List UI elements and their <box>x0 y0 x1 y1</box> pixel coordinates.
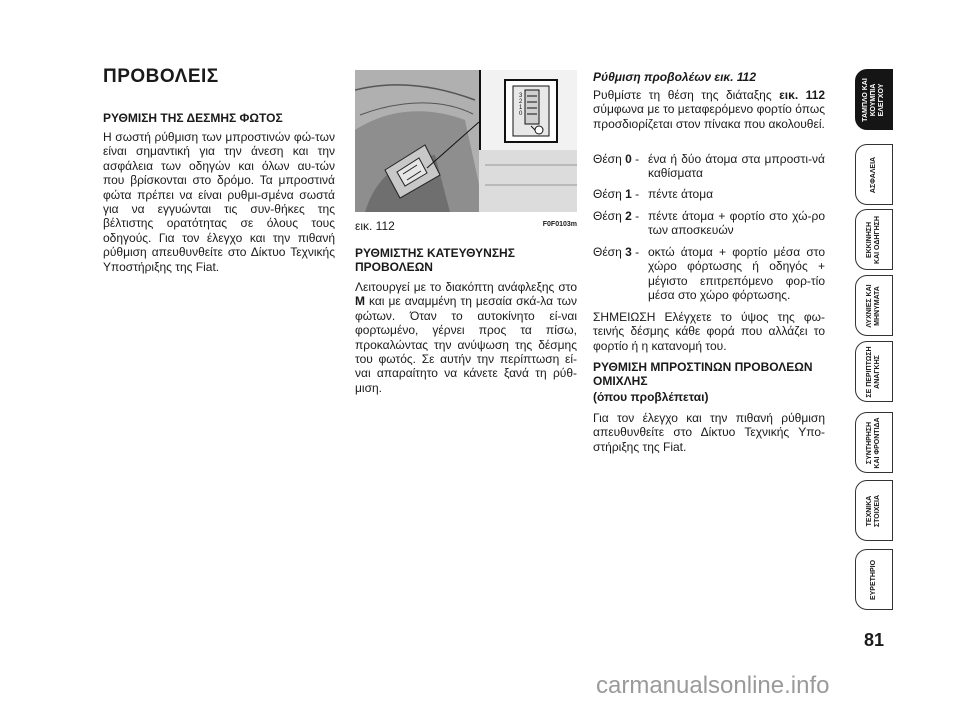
tab-safety[interactable] <box>855 144 893 205</box>
leveling-text-part1: Λειτουργεί με το διακόπτη ανάφλεξης στο <box>355 280 577 294</box>
ignition-position-M: M <box>355 294 365 309</box>
tab-dashboard-controls[interactable] <box>855 69 893 130</box>
page-title: ΠΡΟΒΟΛΕΙΣ <box>103 66 219 87</box>
dial-label-1: 1 <box>519 105 523 111</box>
adjustment-heading: Ρύθμιση προβολέων εικ. 112 <box>593 70 757 84</box>
tab-index[interactable] <box>855 549 893 610</box>
tab-label: ΣΥΝΤΗΡΗΣΗ ΚΑΙ ΦΡΟΝΤΙΔΑ <box>866 416 881 469</box>
dial-label-0: 0 <box>519 111 523 117</box>
dial-label-3: 3 <box>519 93 523 99</box>
beam-adjustment-heading: ΡΥΘΜΙΣΗ ΤΗΣ ΔΕΣΜΗΣ ΦΩΤΟΣ <box>103 111 283 125</box>
leveling-device-heading: ΡΥΘΜΙΣΤΗΣ ΚΑΤΕΥΘΥΝΣΗΣ ΠΡΟΒΟΛΕΩΝ <box>355 246 515 274</box>
position-label: Θέση 1 - <box>593 187 640 201</box>
figure-caption <box>355 219 577 233</box>
tab-label: ΛΥΧΝΙΕΣ ΚΑΙ ΜΗΝΥΜΑΤΑ <box>866 283 881 328</box>
fog-lights-text: Για τον έλεγχο και την πιθανή ρύθμιση απευθυνθείτε στο Δίκτυο Τεχνικής Υπο-στήριξης της Fiat. <box>593 411 825 454</box>
figure-code: F0F0103m <box>542 221 577 228</box>
position-word: Θέση <box>593 245 622 259</box>
dial-label-2: 2 <box>519 99 523 105</box>
load-note: ΣΗΜΕΙΩΣΗ Ελέγχετε το ύψος της φω-τεινής δέσμης κάθε φορά που αλλάζει το φορτίο ή η κατανομή του. <box>593 310 825 353</box>
tab-warning-lights[interactable] <box>855 275 893 336</box>
position-word: Θέση <box>593 187 622 201</box>
position-number: 1 <box>625 187 632 201</box>
position-description: οκτώ άτομα + φορτίο μέσα στο χώρο φόρτωσης ή οδηγός + μέγιστο επιτρεπόμενο φορ-τίο μέσα στο χώρο φόρτωσης. <box>648 245 825 303</box>
position-number: 0 <box>625 152 632 166</box>
figure-headlight-adjuster <box>355 70 577 212</box>
tab-label: ΑΣΦΑΛΕΙΑ <box>870 156 877 193</box>
watermark: carmanualsonline.info <box>596 672 830 699</box>
position-label: Θέση 0 - <box>593 152 640 166</box>
position-description: πέντε άτομα <box>648 187 714 201</box>
intro-figure-ref: εικ. 112 <box>779 88 825 102</box>
tab-emergency[interactable] <box>855 341 893 402</box>
tab-technical-data[interactable] <box>855 480 893 541</box>
dashboard-illustration <box>355 70 577 212</box>
tab-label: ΕΚΚΙΝΗΣΗ ΚΑΙ ΟΔΗΓΗΣΗ <box>866 215 881 264</box>
tab-starting-driving[interactable] <box>855 209 893 270</box>
figure-caption-label: εικ. 112 <box>355 219 395 233</box>
tab-label: ΤΑΜΠΛΟ ΚΑΙ ΚΟΥΜΠΙΑ ΕΛΕΓΧΟΥ <box>862 77 885 122</box>
fog-lights-heading: ΡΥΘΜΙΣΗ ΜΠΡΟΣΤΙΝΩΝ ΠΡΟΒΟΛΕΩΝ ΟΜΙΧΛΗΣ <box>593 360 813 388</box>
intro-part2: σύμφωνα με το μεταφερόμενο φορτίο όπως προσδιορίζεται στον πίνακα που ακολουθεί. <box>593 102 825 131</box>
tab-maintenance[interactable] <box>855 412 893 473</box>
position-label: Θέση 2 - <box>593 209 640 223</box>
position-label: Θέση 3 - <box>593 245 640 259</box>
page-number: 81 <box>863 630 885 650</box>
position-number: 2 <box>625 209 632 223</box>
tab-label: ΕΥΡΕΤΗΡΙΟ <box>870 559 877 600</box>
tab-label: ΣΕ ΠΕΡΙΠΤΩΣΗ ΑΝΑΓΚΗΣ <box>866 345 881 398</box>
leveling-text-part2: και με αναμμένη τη μεσαία σκά-λα των φώτων. Όταν το αυτοκίνητο εί-ναι φορτωμένο, γέρνει προς τα πίσω, προκαλώντας την ανύψωση της δέσμης του φωτός. Σε αυτήν την περίπτωση εί-ναι απαραίτητο να κάνετε ξανά τη ρύθ-μιση. <box>355 294 577 395</box>
leveling-device-text <box>355 280 577 395</box>
position-description: πέντε άτομα + φορτίο στο χώ-ρο των αποσκευών <box>648 209 825 238</box>
position-word: Θέση <box>593 209 622 223</box>
fog-lights-subheading: (όπου προβλέπεται) <box>593 390 709 404</box>
tab-label: ΤΕΧΝΙΚΑ ΣΤΟΙΧΕΙΑ <box>866 494 881 527</box>
position-word: Θέση <box>593 152 622 166</box>
intro-part1: Ρυθμίστε τη θέση της διάταξης <box>593 88 780 102</box>
adjustment-intro <box>593 88 825 131</box>
position-number: 3 <box>625 245 632 259</box>
beam-adjustment-text: Η σωστή ρύθμιση των μπροστινών φώ-των είναι σημαντική για την άνεση και την ασφάλεια των οδηγών και όλων αυ-τών που βρίσκονται στο δρόμο. Τα μπροστινά φώτα πρέπει να είναι ρυθμι-σμένα σωστά για να εγγυώνται τις συν-θήκες της βέλτιστης ορατότητας σε όλους τους οδηγούς. Για τον έλεγχο και την πιθανή ρύθμιση απευθυνθείτε στο Δίκτυο Τεχνικής Υποστήριξης της Fiat. <box>103 130 335 274</box>
position-description: ένα ή δύο άτομα στα μπροστι-νά καθίσματα <box>648 152 825 181</box>
